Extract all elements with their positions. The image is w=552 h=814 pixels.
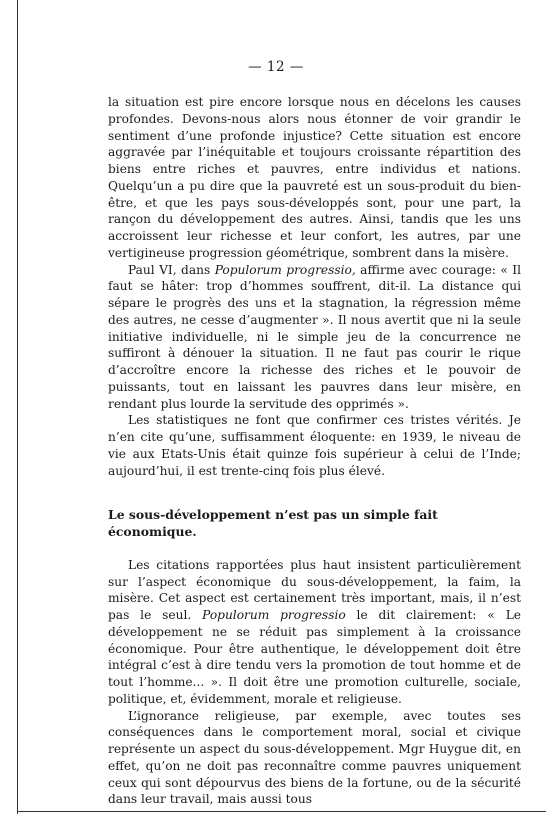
body-text [108, 94, 521, 808]
scan-border-bottom [17, 811, 546, 812]
encyclical-title: Populorum progressio, [214, 262, 356, 277]
paragraph-text: affirme avec courage: « Il faut se hâter: trop d’hommes souffrent, dit-il. La distance qui sépare le progrès des uns et la stagnation, la régression même des autres, ne cesse d’augmenter ». Il nous avertit que ni la seule initiative individuelle, ni le simple jeu de la concurrence ne suffiront à dénouer la situation. Il ne faut pas courir le rique d’accroître encore la richesse des riches et le pouvoir de puissants, tout en laissant les pauvres dans leur misère, en rendant plus lourde la servitude des opprimés ». [108, 262, 521, 411]
paragraph-text: le dit clairement: « Le développement ne se réduit pas simplement à la croissance économique. Pour être authentique, le développement doit être intégral c’est à dire tendu vers la promotion de tout homme et de tout l’homme... ». Il doit être une promotion culturelle, sociale, politique, et, évidemment, morale et religieuse. [108, 608, 521, 706]
paragraph-paul-vi [108, 262, 521, 413]
paragraph-text: Les citations rapportées plus haut insistent particulièrement sur l’aspect économique du sous-développement, la faim, la misère. Cet aspect est certainement très important, mais, il n’est pas le seul. [108, 557, 521, 622]
paragraph-text: Paul VI, dans [128, 262, 215, 277]
scan-border-left [17, 0, 18, 814]
encyclical-title: Populorum progressio [202, 608, 346, 622]
section-heading: Le sous-développement n’est pas un simple fait économique. [108, 507, 438, 539]
paragraph-citations [108, 557, 521, 708]
paragraph-statistics: Les statistiques ne font que confirmer ces tristes vérités. Je n’en cite qu’une, suffisamment éloquente: en 1939, le niveau de vie aux Etats-Unis était quinze fois supérieur à celui de l’Inde; aujourd’hui, il est trente-cinq fois plus élevé. [108, 413, 521, 478]
page-number: — 12 — [248, 59, 304, 75]
paragraph-continuation: la situation est pire encore lorsque nous en décelons les causes profondes. Devons-nous alors nous étonner de voir grandir le sentiment d’une profonde injustice? Cette situation est encore aggravée par l’inéquitable et toujours croissante répartition des biens entre riches et pauvres, entre individus et nations. Quelqu’un a pu dire que la pauvreté est un sous-produit du bien-être, et que les pays sous-développés sont, pour une part, la rançon du développement des autres. Ainsi, tandis que les uns accroissent leur richesse et leur confort, les autres, par une vertigineuse progression géométrique, sombrent dans la misère. [108, 95, 521, 260]
paragraph-ignorance: L’ignorance religieuse, par exemple, avec toutes ses conséquences dans le comportement moral, social et civique représente un aspect du sous-développement. Mgr Huygue dit, en effet, qu’on ne doit pas reconnaître comme pauvres uniquement ceux qui sont dépourvus des biens de la fortune, ou de la sécurité dans leur travail, mais aussi tous [108, 708, 521, 807]
